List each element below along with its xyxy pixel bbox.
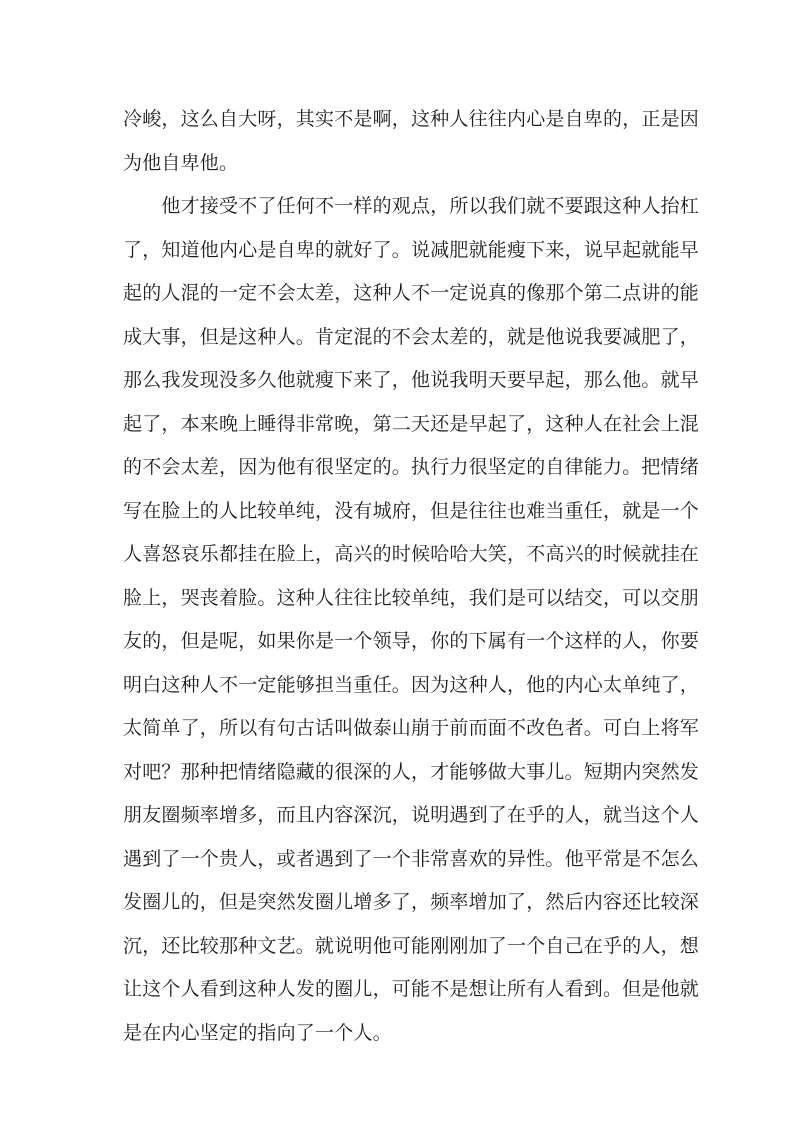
text-line: 对吧？那种把情绪隐藏的很深的人，才能够做大事儿。短期内突然发 [123, 760, 700, 783]
text-line: 他才接受不了任何不一样的观点，所以我们就不要跟这种人抬杠 [123, 195, 700, 217]
text-line: 沉，还比较那种文艺。就说明他可能刚刚加了一个自己在乎的人，想 [123, 934, 700, 957]
text-line: 了，知道他内心是自卑的就好了。说减肥就能瘦下来，说早起就能早 [123, 238, 700, 261]
body-text [123, 98, 700, 1055]
text-line: 冷峻，这么自大呀，其实不是啊，这种人往往内心是自卑的，正是因 [123, 108, 700, 130]
text-line: 发圈儿的，但是突然发圈儿增多了，频率增加了，然后内容还比较深 [123, 891, 700, 913]
text-line: 成大事，但是这种人。肯定混的不会太差的，就是他说我要减肥了， [123, 325, 700, 348]
text-line: 太简单了，所以有句古话叫做泰山崩于前而面不改色者。可白上将军 [123, 717, 700, 739]
text-line: 那么我发现没多久他就瘦下来了，他说我明天要早起，那么他。就早 [123, 369, 700, 391]
text-line: 起的人混的一定不会太差，这种人不一定说真的像那个第二点讲的能 [123, 282, 700, 304]
text-line: 友的，但是呢，如果你是一个领导，你的下属有一个这样的人，你要 [123, 630, 700, 652]
text-line: 起了，本来晚上睡得非常晚，第二天还是早起了，这种人在社会上混 [123, 412, 700, 435]
text-line: 脸上，哭丧着脸。这种人往往比较单纯，我们是可以结交，可以交朋 [123, 586, 700, 609]
text-line: 是在内心坚定的指向了一个人。 [123, 1021, 392, 1044]
text-line: 为他自卑他。 [123, 151, 239, 174]
text-line: 朋友圈频率增多，而且内容深沉，说明遇到了在乎的人，就当这个人 [123, 804, 700, 826]
text-line: 写在脸上的人比较单纯，没有城府，但是往往也难当重任，就是一个 [123, 499, 700, 522]
text-line: 的不会太差，因为他有很坚定的。执行力很坚定的自律能力。把情绪 [123, 456, 700, 478]
text-line: 人喜怒哀乐都挂在脸上，高兴的时候哈哈大笑，不高兴的时候就挂在 [123, 543, 700, 565]
text-line: 让这个人看到这种人发的圈儿，可能不是想让所有人看到。但是他就 [123, 978, 700, 1000]
text-line: 遇到了一个贵人，或者遇到了一个非常喜欢的异性。他平常是不怎么 [123, 847, 700, 870]
text-line: 明白这种人不一定能够担当重任。因为这种人，他的内心太单纯了， [123, 673, 700, 696]
